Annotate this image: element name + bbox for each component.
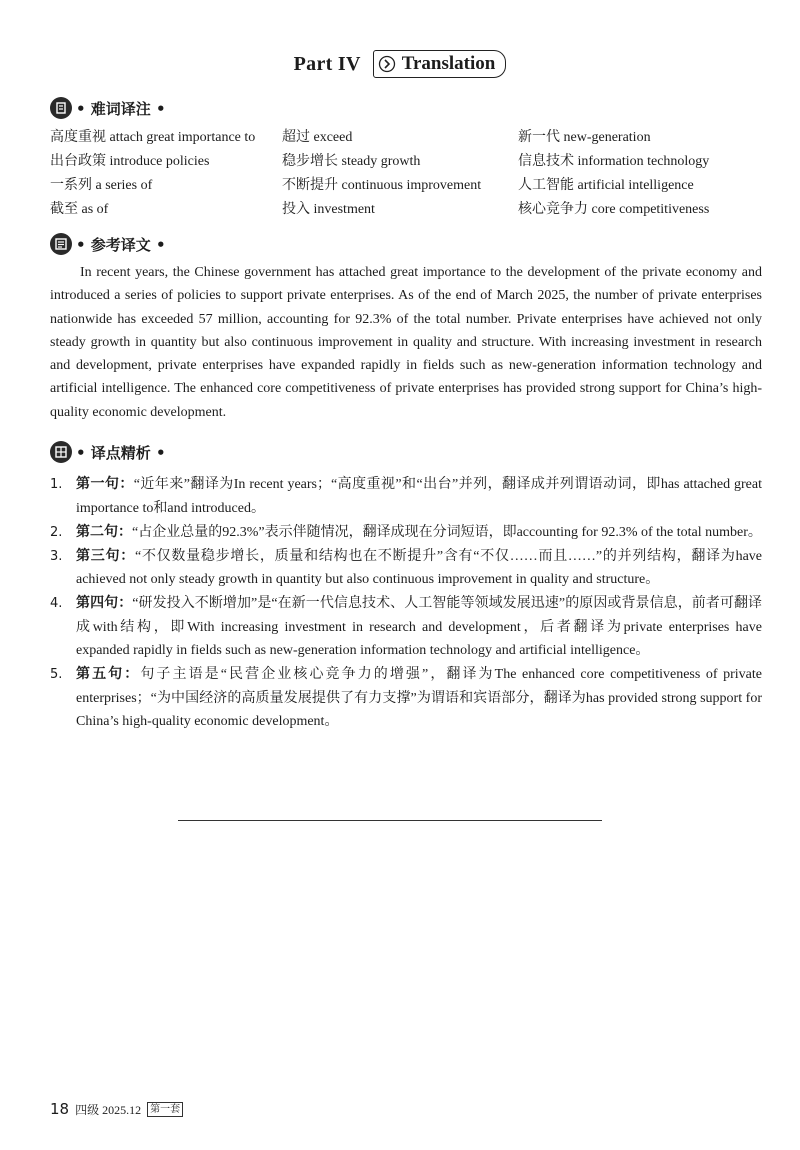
note-item [50,473,762,520]
note-number: 1. [50,477,63,492]
note-lead: 第二句： [76,524,132,540]
section-divider [178,820,602,821]
note-lead: 第三句： [76,548,135,564]
note-number: 4. [50,596,63,611]
vocab-item: 投入 investment [282,202,375,217]
note-lead: 第四句： [76,596,133,611]
document-icon [50,233,72,255]
vocab-item: 人工智能 artificial intelligence [518,178,694,193]
vocab-item: 一系列 a series of [50,178,153,193]
section-title-box [373,50,507,78]
vocab-item: 核心竞争力 core competitiveness [518,202,710,217]
notes-list [50,473,762,734]
page-header [0,50,800,78]
notes-section-title: • 译点精析 • [76,443,166,462]
note-lead: 第一句： [76,477,134,492]
note-text: 句子主语是“民营企业核心竞争力的增强”，翻译为The enhanced core competitiveness of private enterprises；“为中国经济的高质量发展提供了有力支撑”为谓语和宾语部分，翻译为has provided strong support for China’s high-quality economic development。 [76,667,762,729]
note-item [50,521,762,545]
vocab-item: 新一代 new-generation [518,130,651,145]
reference-translation: In recent years, the Chinese government has attached great importance to the development of the private economy and introduced a series of policies to support private enterprises. As of the end of March 2025, the number of private enterprises nationwide has exceeded 57 million, accounting for 92.3% of the total number. Private enterprises have achieved not only steady growth in quantity but also continuous improvement in quality and structure. With increasing investment in research and development, private enterprises have expanded rapidly in fields such as new-generation information technology and artificial intelligence. The enhanced core competitiveness of private enterprises has provided strong support for China’s high-quality economic development. [50,265,762,420]
page-number: 18 [50,1100,70,1118]
vocab-item: 不断提升 continuous improvement [282,178,482,193]
note-text: “不仅数量稳步增长，质量和结构也在不断提升”含有“不仅……而且……”的并列结构，翻译为have achieved not only steady growth in quantity but also continuous improvement in quality and structure。 [76,548,763,587]
vocab-section-header [50,97,166,119]
vocab-item: 超过 exceed [282,130,353,145]
section-title: Translation [401,53,496,74]
vocab-item: 截至 as of [50,202,109,217]
note-text: “研发投入不断增加”是“在新一代信息技术、人工智能等领域发展迅速”的原因或背景信息，前者可翻译成with结构，即With increasing investment in research and development，后者翻译为private enterprises have expanded rapidly in fields such as new-generation information technology and artificial intelligence。 [76,596,763,658]
page-footer [50,1100,183,1118]
note-text: “占企业总量的92.3%”表示伴随情况，翻译成现在分词短语，即accounting for 92.3% of the total number。 [132,524,762,540]
vocab-section-title: • 难词译注 • [76,99,166,118]
volume-badge: 第一套 [147,1102,183,1117]
note-item [50,545,762,592]
note-text: “近年来”翻译为In recent years；“高度重视”和“出台”并列，翻译成并列谓语动词，即has attached great importance to和and introduced。 [76,477,763,516]
chevron-right-icon [378,55,396,73]
note-item [50,592,762,663]
reference-section-header [50,233,166,255]
vocab-grid [50,124,750,220]
part-label: Part IV [293,52,361,75]
vocab-item: 信息技术 information technology [518,154,710,169]
note-lead: 第五句： [76,667,141,682]
vocab-item: 稳步增长 steady growth [282,154,421,169]
note-number: 3. [50,548,63,564]
reference-section-title: • 参考译文 • [76,235,166,254]
vocab-item: 高度重视 attach great importance to [50,130,256,145]
note-number: 2. [50,524,63,540]
vocab-item: 出台政策 introduce policies [50,154,210,169]
issue-label: 四级 2025.12 [75,1102,142,1117]
notes-section-header [50,441,166,463]
analysis-icon [50,441,72,463]
note-number: 5. [50,667,63,682]
note-item [50,663,762,734]
book-icon [50,97,72,119]
